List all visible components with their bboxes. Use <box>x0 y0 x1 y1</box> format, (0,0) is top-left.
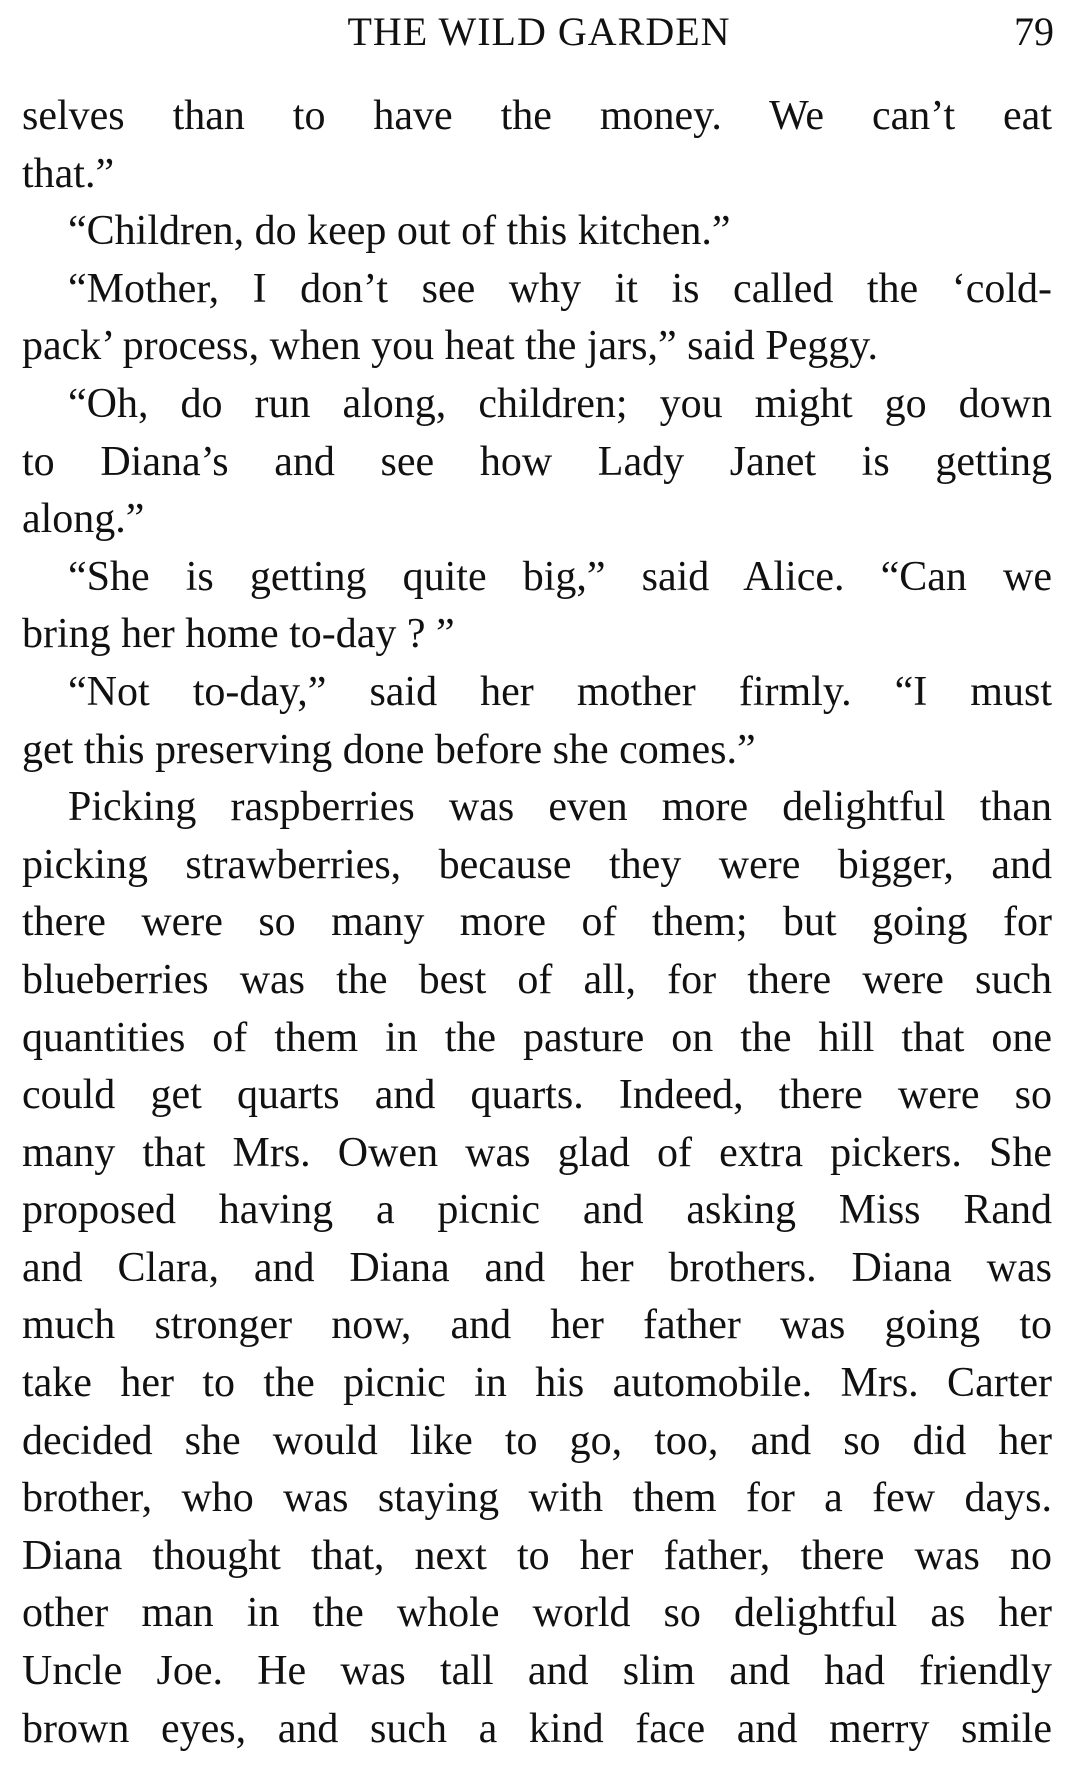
running-head <box>24 8 1054 58</box>
text-line: picking strawberries, because they were bigger, and <box>22 841 1052 888</box>
text-line: bring her home to-day ? ” <box>22 611 455 658</box>
text-line: “Oh, do run along, children; you might go down <box>68 380 1052 427</box>
text-line: “Mother, I don’t see why it is called the ‘cold- <box>68 265 1052 312</box>
text-line: take her to the picnic in his automobile. Mrs. Carter <box>22 1360 1052 1407</box>
text-line: “She is getting quite big,” said Alice. “Can we <box>68 553 1052 600</box>
text-line: pack’ process, when you heat the jars,” said Peggy. <box>22 323 879 370</box>
text-line: brown eyes, and such a kind face and merry smile <box>22 1705 1052 1752</box>
text-line: and Clara, and Diana and her brothers. Diana was <box>22 1244 1052 1291</box>
body-text <box>22 88 1052 1758</box>
text-line: “Children, do keep out of this kitchen.” <box>68 208 731 255</box>
text-line: there were so many more of them; but going for <box>22 899 1052 946</box>
text-line: brother, who was staying with them for a few days. <box>22 1475 1052 1522</box>
text-line: along.” <box>22 496 145 543</box>
text-line: much stronger now, and her father was going to <box>22 1302 1052 1349</box>
text-line: Picking raspberries was even more delightful than <box>68 784 1052 831</box>
text-line: other man in the whole world so delightful as her <box>22 1590 1052 1637</box>
text-line: quantities of them in the pasture on the hill that one <box>22 1014 1052 1061</box>
page-number: 79 <box>1014 9 1054 54</box>
text-line: Uncle Joe. He was tall and slim and had friendly <box>22 1648 1052 1695</box>
running-title: THE WILD GARDEN <box>347 9 731 54</box>
text-line: blueberries was the best of all, for there were such <box>22 956 1052 1003</box>
text-line: Diana thought that, next to her father, there was no <box>22 1532 1052 1579</box>
text-line: many that Mrs. Owen was glad of extra pickers. She <box>22 1129 1052 1176</box>
text-line: could get quarts and quarts. Indeed, there were so <box>22 1072 1052 1119</box>
text-line: decided she would like to go, too, and so did her <box>22 1417 1052 1464</box>
text-line: get this preserving done before she comes.” <box>22 726 756 773</box>
text-line: “Not to-day,” said her mother firmly. “I must <box>68 668 1052 715</box>
text-line: that.” <box>22 150 115 197</box>
text-line: selves than to have the money. We can’t eat <box>22 93 1052 139</box>
text-line: proposed having a picnic and asking Miss Rand <box>22 1187 1052 1234</box>
text-line: to Diana’s and see how Lady Janet is getting <box>22 438 1052 485</box>
